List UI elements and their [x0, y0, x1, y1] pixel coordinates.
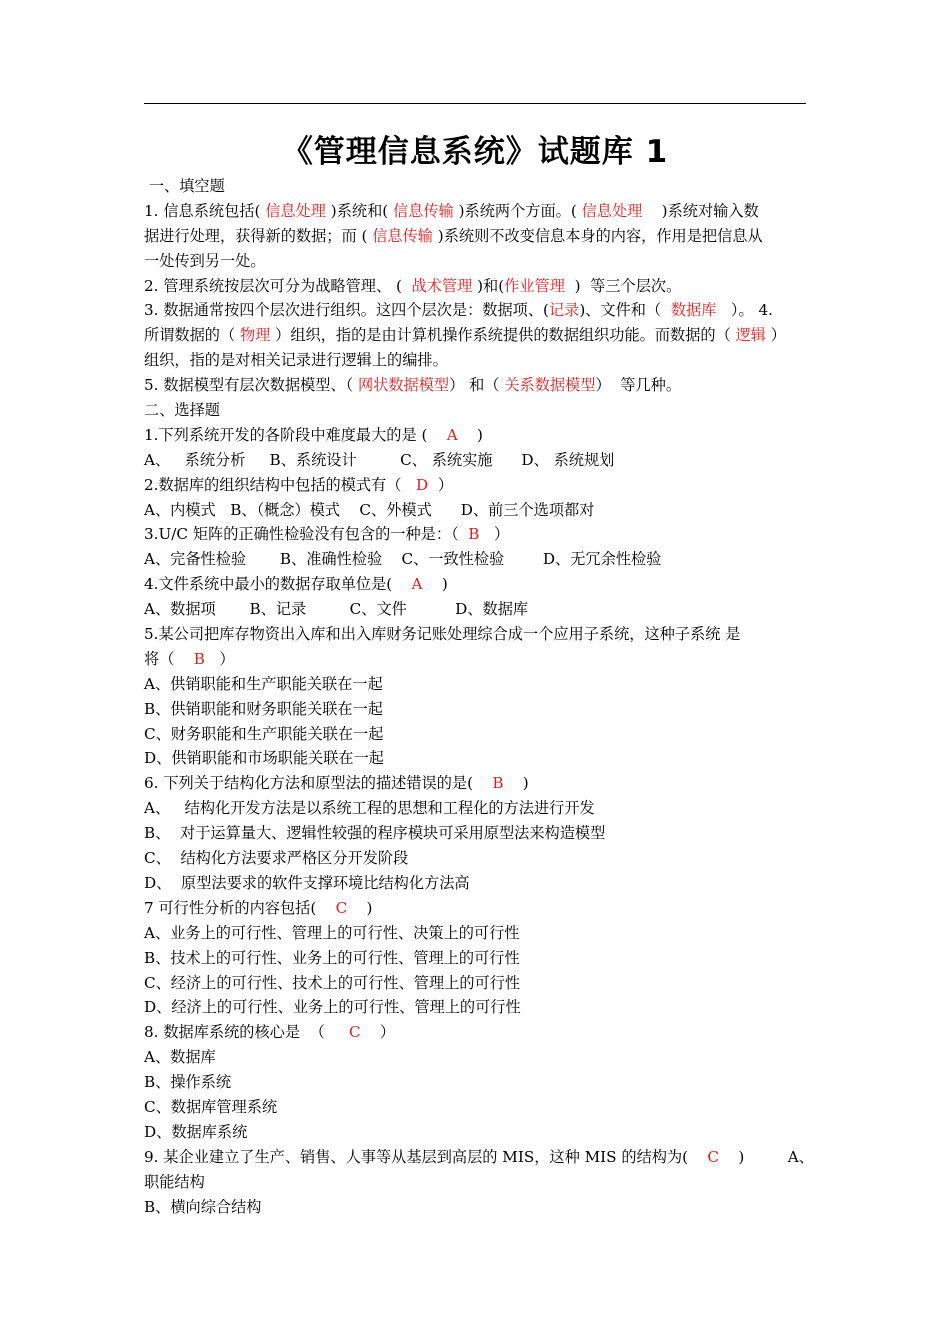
text-line [144, 597, 808, 622]
line-text: 7 可行性分析的内容包括( [144, 898, 336, 917]
answer-text: 关系数据模型 [504, 376, 596, 395]
text-line [144, 746, 808, 771]
text-line [144, 722, 808, 747]
line-text: 2. 管理系统按层次可分为战略管理、 ( [144, 276, 412, 295]
line-text: 9. 某企业建立了生产、销售、人事等从基层到高层的 MIS，这种 MIS 的结构为( [144, 1147, 708, 1166]
header-rule [144, 103, 806, 104]
text-line [144, 821, 808, 846]
text-line [144, 1070, 808, 1095]
text-line [144, 1170, 808, 1195]
text-line [144, 398, 808, 423]
text-line [144, 572, 808, 597]
line-text: A、 结构化开发方法是以系统工程的思想和工程化的方法进行开发 [144, 799, 595, 818]
line-text: 3.U/C 矩阵的正确性检验没有包含的一种是：（ [144, 525, 469, 544]
line-text: 2.数据库的组织结构中包括的模式有（ [144, 475, 416, 494]
text-line [144, 522, 808, 547]
line-text: 职能结构 [144, 1172, 205, 1191]
text-line [144, 921, 808, 946]
answer-text: B [468, 525, 480, 544]
line-text: 将（ [144, 649, 194, 668]
text-line [144, 473, 808, 498]
line-text: ) 等三个层次。 [564, 276, 682, 295]
line-text: ） [204, 649, 235, 668]
text-line [144, 1095, 808, 1120]
text-line [144, 199, 808, 224]
text-line [144, 771, 808, 796]
text-line [144, 423, 808, 448]
text-line [144, 871, 808, 896]
line-text: D、 原型法要求的软件支撑环境比结构化方法高 [144, 873, 470, 892]
line-text: 5. 数据模型有层次数据模型、（ [144, 376, 358, 395]
line-text: )系统和( [325, 201, 394, 220]
answer-text: 信息传输 [393, 201, 454, 220]
answer-text: 信息处理 [265, 201, 326, 220]
text-line [144, 995, 808, 1020]
line-text: 4.文件系统中最小的数据存取单位是( [144, 575, 412, 594]
text-line [144, 672, 808, 697]
text-line [144, 348, 808, 373]
line-text: 8. 数据库系统的核心是 （ [144, 1023, 349, 1042]
text-line [144, 1020, 808, 1045]
line-text: 6. 下列关于结构化方法和原型法的描述错误的是( [144, 774, 493, 793]
line-text: B、供销职能和财务职能关联在一起 [144, 699, 383, 718]
text-line [144, 1045, 808, 1070]
text-line [144, 896, 808, 921]
answer-text: 记录 [548, 301, 580, 320]
answer-text: 作业管理 [504, 276, 565, 295]
answer-text: B [492, 774, 504, 793]
line-text: B、横向综合结构 [144, 1197, 262, 1216]
text-line [144, 1145, 814, 1170]
answer-text: B [193, 649, 205, 668]
line-text: 一、填空题 [144, 177, 225, 195]
answer-text: D [415, 475, 429, 494]
answer-text: A [411, 575, 423, 594]
answer-text: C [335, 898, 348, 917]
text-line [144, 448, 808, 473]
text-line [144, 224, 808, 249]
answer-text: 信息传输 [372, 226, 433, 245]
text-line [144, 647, 808, 672]
line-text: C、财务职能和生产职能关联在一起 [144, 724, 384, 743]
line-text: 所谓数据的（ [144, 326, 240, 345]
line-text: ） [360, 1023, 396, 1042]
line-text: 据进行处理，获得新的数据；而 ( [144, 226, 373, 245]
line-text: ) [457, 425, 483, 444]
text-line [144, 846, 808, 871]
text-line [144, 1120, 808, 1145]
line-text: ） 和（ [449, 376, 505, 395]
line-text: )系统则不改变信息本身的内容，作用是把信息从 [432, 226, 763, 245]
answer-text: 网状数据模型 [357, 376, 450, 395]
text-line [144, 971, 808, 996]
line-text: C、 结构化方法要求严格区分开发阶段 [144, 849, 409, 868]
answer-text: 数据库 [670, 301, 717, 320]
line-text: ) A、 [719, 1147, 814, 1166]
line-text: A、数据库 [144, 1048, 216, 1067]
text-line [144, 498, 808, 523]
text-line [144, 1195, 808, 1220]
line-text: ）组织，指的是由计算机操作系统提供的数据组织功能。而数据的（ [270, 326, 736, 345]
line-text: C、数据库管理系统 [144, 1097, 278, 1116]
answer-text: 物理 [239, 326, 271, 345]
text-line [144, 547, 808, 572]
line-text: 5.某公司把库存物资出入库和出入库财务记账处理综合成一个应用子系统，这种子系统 是 [144, 625, 741, 644]
line-text: )系统两个方面。( [453, 201, 582, 220]
answer-text: 逻辑 [735, 326, 766, 345]
line-text: D、供销职能和市场职能关联在一起 [144, 749, 384, 768]
text-line [144, 323, 808, 348]
line-text: ） 等几种。 [595, 376, 682, 395]
text-line [144, 298, 808, 323]
line-text: C、经济上的可行性、技术上的可行性、管理上的可行性 [144, 973, 521, 992]
answer-text: 信息处理 [581, 201, 643, 220]
line-text: ) [422, 575, 448, 594]
line-text: 3. 数据通常按四个层次进行组织。这四个层次是：数据项、( [144, 301, 549, 320]
line-text: B、操作系统 [144, 1073, 232, 1092]
text-line [144, 796, 808, 821]
text-line [144, 373, 808, 398]
line-text: A、 系统分析 B、系统设计 C、 系统实施 D、 系统规划 [144, 450, 615, 469]
line-text: A、完备性检验 B、准确性检验 C、一致性检验 D、无冗余性检验 [144, 550, 662, 569]
answer-text: C [707, 1147, 720, 1166]
line-text: )和( [472, 276, 505, 295]
line-text: A、内模式 B、（概念）模式 C、外模式 D、前三个选项都对 [144, 500, 595, 519]
line-text: D、数据库系统 [144, 1122, 248, 1141]
line-text: 二、选择题 [144, 401, 220, 420]
line-text: ) [347, 898, 373, 917]
answer-text: A [446, 425, 458, 444]
line-text: 组织，指的是对相关记录进行逻辑上的编排。 [144, 351, 448, 370]
line-text: )、文件和（ [579, 301, 671, 320]
line-text: A、业务上的可行性、管理上的可行性、决策上的可行性 [144, 923, 520, 942]
text-line [144, 697, 808, 722]
line-text: ） [479, 525, 510, 544]
line-text: B、技术上的可行性、业务上的可行性、管理上的可行性 [144, 948, 520, 967]
text-line [144, 274, 808, 299]
text-line [144, 946, 808, 971]
answer-text: C [349, 1023, 361, 1042]
document-body [144, 174, 814, 1219]
line-text: ） [428, 475, 454, 494]
line-text: D、经济上的可行性、业务上的可行性、管理上的可行性 [144, 998, 521, 1017]
text-line [144, 622, 808, 647]
line-text: A、数据项 B、记录 C、文件 D、数据库 [144, 600, 529, 619]
text-line [144, 174, 808, 199]
document-title: 《管理信息系统》试题库 1 [281, 134, 669, 170]
line-text: ） [765, 326, 786, 345]
line-text: ）。 4. [716, 301, 773, 320]
line-text: 1.下列系统开发的各阶段中难度最大的是 ( [144, 425, 447, 444]
line-text: )系统对输入数 [642, 201, 759, 220]
line-text: 1. 信息系统包括( [144, 201, 266, 220]
text-line [144, 249, 808, 274]
line-text: ) [503, 774, 529, 793]
answer-text: 战术管理 [411, 276, 473, 295]
line-text: A、供销职能和生产职能关联在一起 [144, 674, 383, 693]
line-text: 一处传到另一处。 [144, 251, 266, 270]
line-text: B、 对于运算量大、逻辑性较强的程序模块可采用原型法来构造模型 [144, 824, 606, 843]
